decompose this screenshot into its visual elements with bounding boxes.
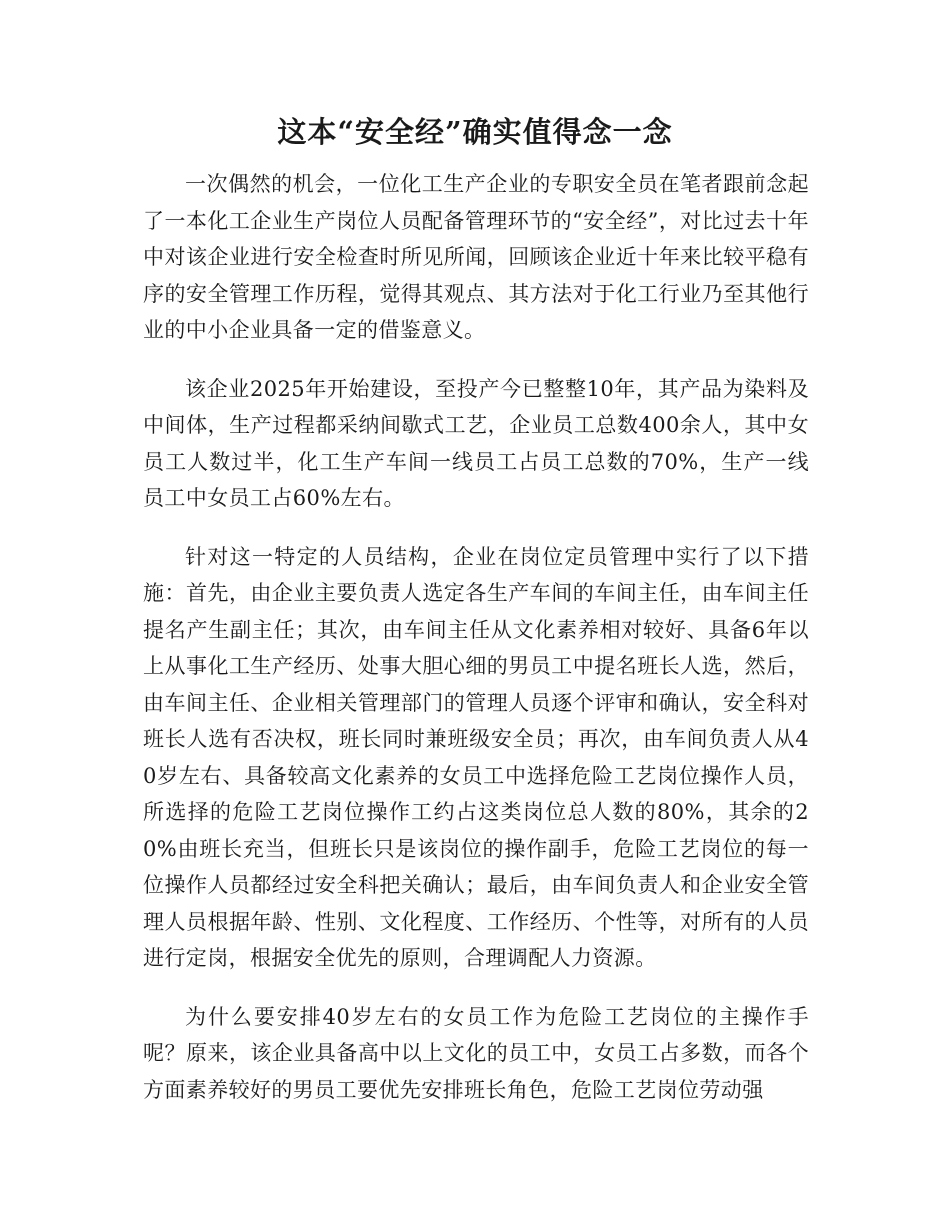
document-title: 这本“安全经”确实值得念一念	[277, 115, 673, 149]
paragraph-3: 针对这一特定的人员结构，企业在岗位定员管理中实行了以下措施：首先，由企业主要负责人选定各生产车间的车间主任，由车间主任提名产生副主任；其次，由车间主任从文化素养相对较好、具备6年以上从事化工生产经历、处事大胆心细的男员工中提名班长人选，然后，由车间主任、企业相关管理部门的管理人员逐个评审和确认，安全科对班长人选有否决权，班长同时兼班级安全员；再次，由车间负责人从40岁左右、具备较高文化素养的女员工中选择危险工艺岗位操作人员，所选择的危险工艺岗位操作工约占这类岗位总人数的80%，其余的20%由班长充当，但班长只是该岗位的操作副手，危险工艺岗位的每一位操作人员都经过安全科把关确认；最后，由车间负责人和企业安全管理人员根据年龄、性别、文化程度、工作经历、个性等，对所有的人员进行定岗，根据安全优先的原则，合理调配人力资源。	[143, 544, 809, 970]
document-body	[143, 166, 809, 1130]
paragraph-1: 一次偶然的机会，一位化工生产企业的专职安全员在笔者跟前念起了一本化工企业生产岗位人员配备管理环节的“安全经”，对比过去十年中对该企业进行安全检查时所见所闻，回顾该企业近十年来比较平稳有序的安全管理工作历程，觉得其观点、其方法对于化工行业乃至其他行业的中小企业具备一定的借鉴意义。	[143, 172, 809, 342]
paragraph-2: 该企业2025年开始建设，至投产今已整整10年，其产品为染料及中间体，生产过程都采纳间歇式工艺，企业员工总数400余人，其中女员工人数过半，化工生产车间一线员工占员工总数的70%，生产一线员工中女员工占60%左右。	[143, 376, 809, 510]
paragraph-4: 为什么要安排40岁左右的女员工作为危险工艺岗位的主操作手呢？原来，该企业具备高中以上文化的员工中，女员工占多数，而各个方面素养较好的男员工要优先安排班长角色，危险工艺岗位劳动强	[143, 1004, 809, 1102]
